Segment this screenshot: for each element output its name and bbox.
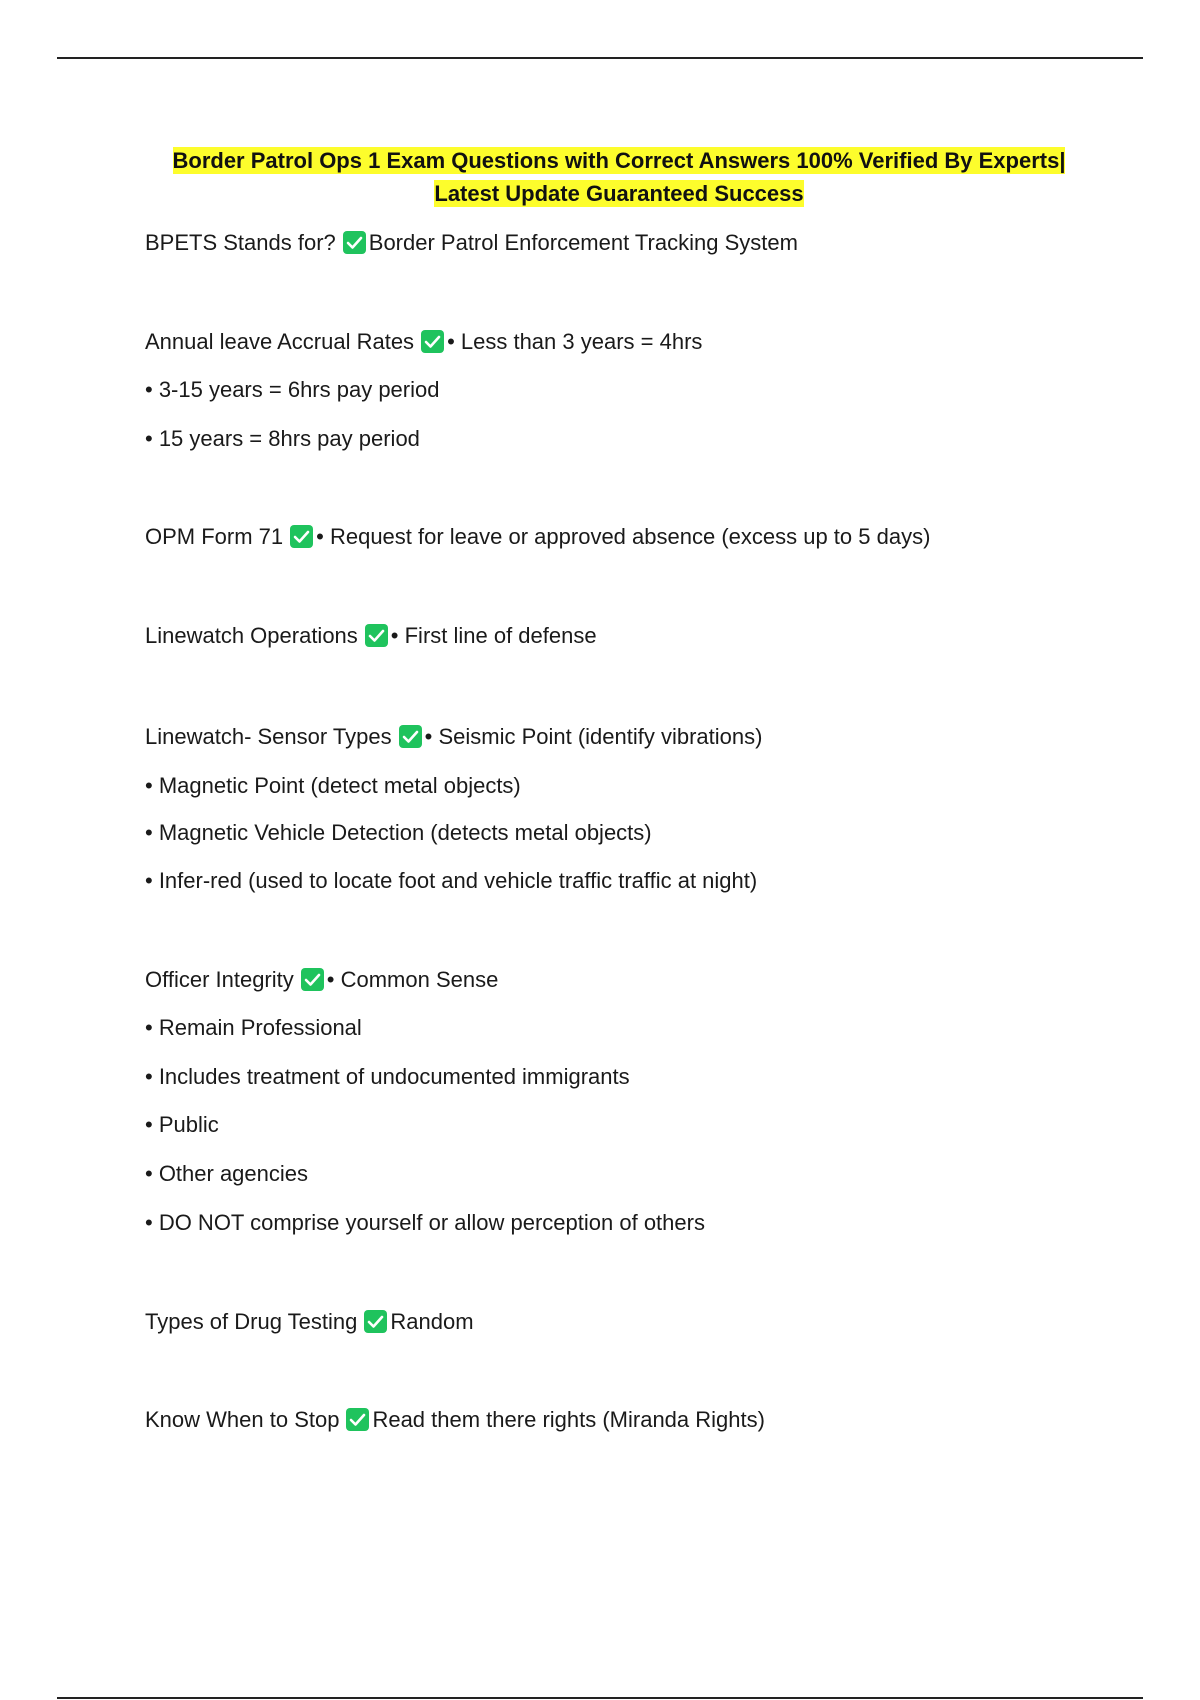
question-text: Linewatch Operations: [145, 623, 358, 648]
qa-item-annual-leave: [145, 328, 702, 356]
answer-extra-line: • Magnetic Point (detect metal objects): [145, 773, 521, 798]
qa-item-officer-integrity: [145, 966, 498, 994]
answer-extra-line: • 15 years = 8hrs pay period: [145, 426, 420, 451]
answer-text: Random: [390, 1309, 474, 1334]
answer-extra-line: • Includes treatment of undocumented immigrants: [145, 1064, 630, 1089]
check-mark-icon: [301, 968, 324, 991]
check-mark-icon: [421, 330, 444, 353]
answer-extra-line: • 3-15 years = 6hrs pay period: [145, 377, 440, 402]
question-text: Linewatch- Sensor Types: [145, 724, 392, 749]
qa-item-know-when-to-stop: [145, 1406, 765, 1434]
answer-text: • Request for leave or approved absence (excess up to 5 days): [316, 524, 931, 549]
check-mark-icon: [365, 624, 388, 647]
qa-item-bpets: [145, 229, 798, 257]
answer-extra-line: • Infer-red (used to locate foot and vehicle traffic traffic at night): [145, 868, 758, 893]
answer-extra-line: • Remain Professional: [145, 1015, 362, 1040]
qa-item-sensor-types: [145, 723, 762, 751]
bottom-rule: [57, 1697, 1143, 1699]
answer-text: Read them there rights (Miranda Rights): [372, 1407, 765, 1432]
answer-text: • Less than 3 years = 4hrs: [447, 329, 703, 354]
answer-extra-line: • Public: [145, 1112, 219, 1137]
question-text: Annual leave Accrual Rates: [145, 329, 415, 354]
check-mark-icon: [399, 725, 422, 748]
qa-item-opm-form: [145, 523, 930, 551]
question-text: OPM Form 71: [145, 524, 284, 549]
check-mark-icon: [364, 1310, 387, 1333]
qa-item-drug-testing: [145, 1308, 474, 1336]
answer-extra-line: • Other agencies: [145, 1161, 309, 1186]
question-text: Officer Integrity: [145, 967, 294, 992]
answer-text: • First line of defense: [390, 623, 597, 648]
answer-text: • Seismic Point (identify vibrations): [424, 724, 763, 749]
answer-extra-line: • DO NOT comprise yourself or allow perception of others: [145, 1210, 705, 1235]
question-text: Types of Drug Testing: [145, 1309, 358, 1334]
answer-text: • Common Sense: [326, 967, 499, 992]
document-title: [140, 144, 1098, 210]
question-text: Know When to Stop: [145, 1407, 340, 1432]
check-mark-icon: [290, 525, 313, 548]
top-rule: [57, 57, 1143, 59]
answer-text: Border Patrol Enforcement Tracking System: [368, 230, 798, 255]
check-mark-icon: [343, 231, 366, 254]
question-text: BPETS Stands for?: [145, 230, 336, 255]
check-mark-icon: [346, 1408, 369, 1431]
answer-extra-line: • Magnetic Vehicle Detection (detects metal objects): [145, 820, 652, 845]
qa-item-linewatch-operations: [145, 622, 597, 650]
document-title-text: Border Patrol Ops 1 Exam Questions with Correct Answers 100% Verified By Experts| Latest Update Guaranteed Success: [172, 148, 1066, 206]
